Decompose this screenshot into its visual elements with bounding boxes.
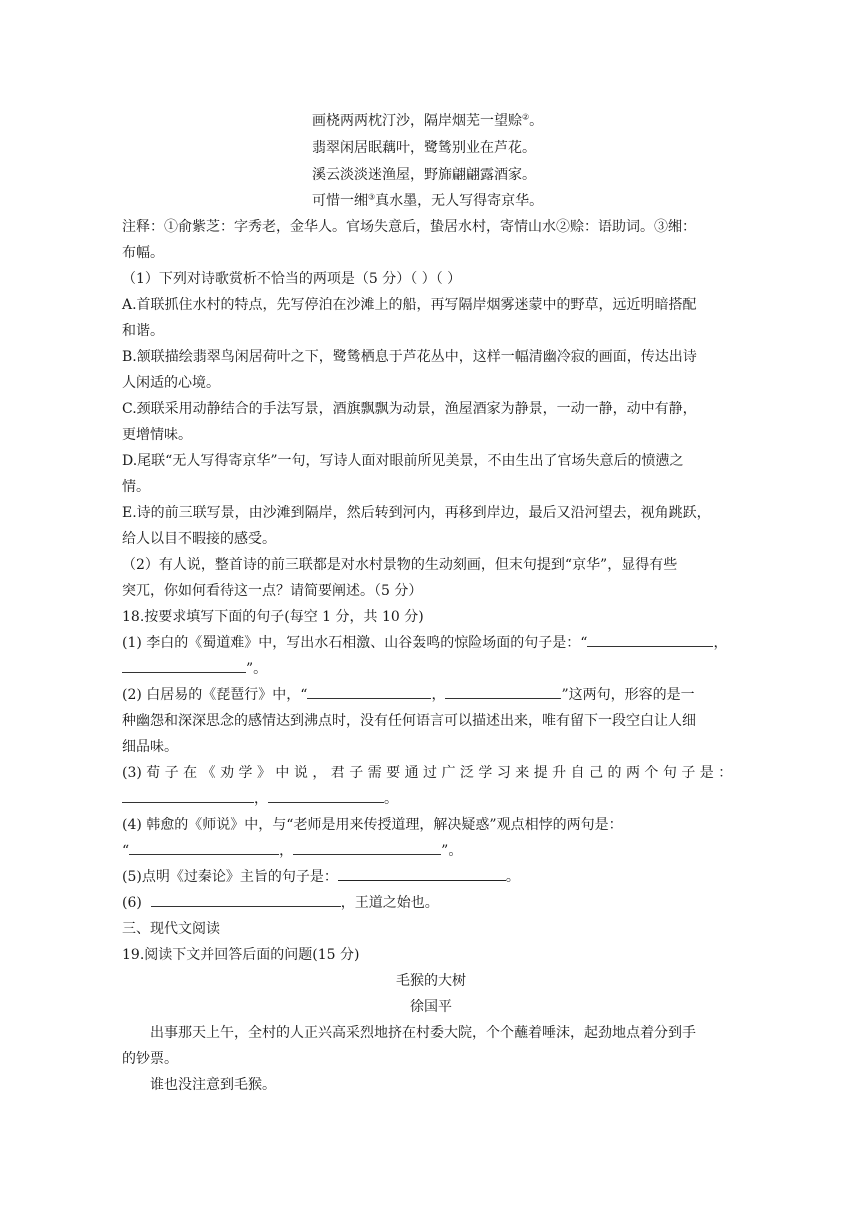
answer-blank[interactable] [445, 685, 561, 699]
option-d-line-1: D.尾联“无人写得寄京华”一句，写诗人面对眼前所见美景，不由生出了官场失意后的愤懑之 [122, 453, 684, 469]
fill-item-4-line-2 [122, 840, 462, 860]
period: 。 [505, 869, 520, 885]
closing-quote: ”。 [441, 843, 463, 859]
answer-blank[interactable] [151, 893, 341, 907]
article-title: 毛猴的大树 [396, 973, 466, 989]
answer-blank[interactable] [338, 866, 506, 881]
poem-line-1 [312, 110, 543, 130]
answer-blank[interactable] [307, 685, 431, 699]
poem-line-4 [312, 190, 543, 210]
option-e-line-1: E.诗的前三联写景，由沙滩到隔岸，然后转到河内，再移到岸边，最后又沿河望去，视角跳跃， [122, 505, 711, 521]
opening-quote: “ [122, 843, 130, 859]
fill-item-3-line-2 [122, 788, 398, 808]
fill-item-2-prompt: (2) 白居易的《琵琶行》中，“ [122, 687, 308, 703]
fill-item-3-line-1: (3) 荀 子 在 《 劝 学 》 中 说 ， 君 子 需 要 通 过 广 泛 学 习 来 提 升 自 己 的 两 个 句 子 是 ： [122, 765, 733, 781]
option-a-line-1: A.首联抓住水村的特点，先写停泊在沙滩上的船，再写隔岸烟雾迷蒙中的野草，远近明暗搭配 [122, 297, 697, 313]
answer-blank[interactable] [587, 633, 713, 647]
fill-item-6-number: (6) [122, 895, 142, 911]
fill-item-1-line-1 [122, 632, 727, 652]
question-17-2-line-1: （2）有人说，整首诗的前三联都是对水村景物的生动刻画，但末句提到“京华”，显得有些 [122, 557, 678, 573]
poem-line-3: 溪云淡淡迷渔屋，野旆翩翩露酒家。 [312, 167, 536, 183]
fill-item-6 [122, 892, 439, 912]
question-18-title: 18.按要求填写下面的句子(每空 1 分，共 10 分) [122, 609, 424, 625]
option-b-line-2: 人闲适的心境。 [122, 375, 220, 391]
fill-item-1-line-2 [122, 658, 267, 678]
answer-blank[interactable] [129, 841, 279, 855]
comma: ， [431, 687, 446, 703]
fill-item-2-line-3: 细品味。 [122, 739, 178, 755]
option-a-line-2: 和谐。 [122, 323, 164, 339]
question-17-1: （1）下列对诗歌赏析不恰当的两项是（5 分）（ ）（ ） [122, 271, 462, 287]
fill-item-4-line-1: (4) 韩愈的《师说》中，与“老师是用来传授道理，解决疑惑”观点相悖的两句是： [122, 817, 623, 833]
question-19-title: 19.阅读下文并回答后面的问题(15 分) [122, 947, 360, 963]
answer-blank[interactable] [268, 789, 384, 803]
notes-line-2: 布幅。 [122, 245, 164, 261]
option-e-line-2: 给人以目不暇接的感受。 [122, 531, 276, 547]
fill-item-2-line-1 [122, 684, 695, 704]
answer-blank[interactable] [122, 659, 246, 673]
option-c-line-2: 更增情味。 [122, 427, 192, 443]
closing-quote: ”。 [246, 661, 268, 677]
fill-item-5 [122, 866, 520, 886]
poem-line-1-text: 画桡两两枕汀沙，隔岸烟芜一望赊 [312, 113, 522, 129]
footnote-mark-2: ② [522, 112, 530, 122]
section-3-heading: 三、现代文阅读 [122, 921, 220, 937]
fill-item-5-prompt: (5)点明《过秦论》主旨的句子是： [122, 869, 338, 885]
poem-line-2: 翡翠闲居眠藕叶，鹭鸶别业在芦花。 [312, 140, 536, 156]
notes-line-1: 注释：①俞紫芝：字秀老，金华人。官场失意后，蛰居水村，寄情山水②赊：语助词。③缃： [122, 219, 696, 235]
answer-blank[interactable] [293, 841, 441, 855]
article-author: 徐国平 [410, 999, 452, 1015]
option-c-line-1: C.颈联采用动静结合的手法写景，酒旗飘飘为动景，渔屋酒家为静景，一动一静，动中有静， [122, 401, 697, 417]
poem-line-4-text: 可惜一缃 [312, 193, 368, 209]
period: 。 [384, 791, 398, 807]
article-paragraph-1-line-2: 的钞票。 [122, 1051, 178, 1067]
answer-blank[interactable] [122, 789, 254, 803]
fill-item-2-tail: ”这两句，形容的是一 [561, 687, 695, 703]
comma: ， [254, 791, 268, 807]
comma: ， [713, 635, 728, 651]
footnote-mark-3: ③ [368, 192, 376, 202]
fill-item-2-line-2: 种幽怨和深深思念的感情达到沸点时，没有任何语言可以描述出来，唯有留下一段空白让人细 [122, 713, 696, 729]
fill-item-1-prompt: (1) 李白的《蜀道难》中，写出水石相激、山谷轰鸣的惊险场面的句子是：“ [122, 635, 588, 651]
poem-line-1-end: 。 [529, 113, 544, 129]
option-d-line-2: 情。 [122, 479, 150, 495]
option-b-line-1: B.颔联描绘翡翠鸟闲居荷叶之下，鹭鸶栖息于芦花丛中，这样一幅清幽冷寂的画面，传达出诗 [122, 349, 697, 365]
article-paragraph-1-line-1: 出事那天上午，全村的人正兴高采烈地挤在村委大院，个个蘸着唾沫，起劲地点着分到手 [150, 1025, 696, 1041]
fill-item-6-tail: ，王道之始也。 [340, 895, 439, 911]
question-17-2-line-2: 突兀，你如何看待这一点？请简要阐述。（5 分） [122, 583, 423, 599]
comma: ， [279, 843, 294, 859]
poem-line-4-end: 真水墨，无人写得寄京华。 [375, 193, 544, 209]
article-paragraph-2: 谁也没注意到毛猴。 [150, 1077, 276, 1093]
